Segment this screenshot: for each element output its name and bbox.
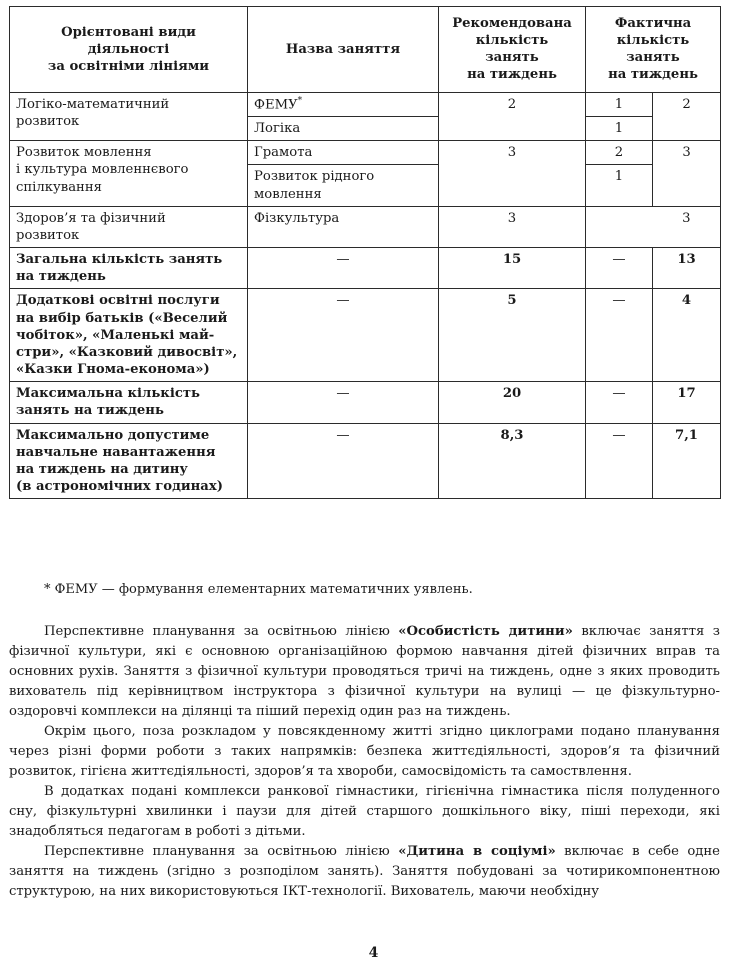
max-actual-sub: —: [586, 382, 653, 423]
paragraph-2: Окрім цього, поза розкладом у повсякденному житті згідно циклограми подано планування через різні форми роботи з таких напрямків: безпека життєдіяльності, здоров’я та фізичний розвиток, гігієна життєдіяльності, здоров’я та хвороби, самосвідомість та самоствлення.: [9, 724, 720, 779]
table-row-health: [10, 206, 721, 247]
header-actual: Фактична кількість занять на тиждень: [586, 7, 721, 93]
header-activity: Орієнтовані види діяльності за освітніми лініями: [10, 7, 248, 93]
max-actual-total: 17: [653, 382, 721, 423]
table-row-math: [10, 92, 721, 117]
paragraph-4: Перспективне планування за освітньою лінією «Дитина в соціумі» включає в себе одне заняття на тиждень (згідно з розподілом занять). Заняття побудовані за чотирикомпонентною структурою, на них використовуються ІКТ-технології. Вихователь, маючи необхідну: [9, 844, 720, 899]
health-lesson: Фізкультура: [248, 206, 439, 247]
math-recommended: 2: [439, 92, 586, 141]
health-actual-total: 3: [653, 206, 721, 247]
header-lesson: Назва заняття: [248, 7, 439, 93]
speech-activity: Розвиток мовлення і культура мовленнєвого спілкування: [10, 141, 248, 206]
speech-lesson-2: Розвиток рідного мовлення: [248, 165, 439, 206]
speech-actual-2: 1: [586, 165, 653, 206]
max-load-actual-total: 7,1: [653, 423, 721, 499]
max-recommended: 20: [439, 382, 586, 423]
extra-lesson: —: [248, 289, 439, 382]
table-row-max: [10, 382, 721, 423]
total-actual-total: 13: [653, 248, 721, 289]
body-text: [9, 622, 720, 902]
math-actual-2: 1: [586, 117, 653, 141]
total-actual-sub: —: [586, 248, 653, 289]
health-activity: Здоров’я та фізичний розвиток: [10, 206, 248, 247]
max-activity: Максимальна кількість занять на тиждень: [10, 382, 248, 423]
extra-actual-sub: —: [586, 289, 653, 382]
table-header-row: [10, 7, 721, 93]
extra-activity: Додаткові освітні послуги на вибір батьків («Веселий чобіток», «Маленькі май- стри», «Казковий дивосвіт», «Казки Гнома-економа»): [10, 289, 248, 382]
max-load-recommended: 8,3: [439, 423, 586, 499]
header-recommended: Рекомендована кількість занять на тиждень: [439, 7, 586, 93]
math-actual-total: 2: [653, 92, 721, 141]
health-recommended: 3: [439, 206, 586, 247]
table-row-max-load: [10, 423, 721, 499]
schedule-table: [9, 6, 721, 499]
extra-recommended: 5: [439, 289, 586, 382]
page-number: 4: [368, 945, 379, 961]
paragraph-1: Перспективне планування за освітньою лінією «Особистість дитини» включає заняття з фізичної культури, які є основною організаційною формою навчання дітей фізичних вправ та основних рухів. Заняття з фізичної культури проводяться тричі на тиждень, одне з яких проводить вихователь під керівництвом інструктора з фізичної культури на вулиці — це фізкультурно-оздоровчі комплекси на ділянці та піший перехід один раз на тиждень.: [9, 624, 720, 719]
table-row-extra: [10, 289, 721, 382]
health-actual-sub: [586, 206, 653, 247]
math-lesson-2: Логіка: [248, 117, 439, 141]
math-lesson-1: ФЕМУ*: [248, 92, 439, 117]
max-lesson: —: [248, 382, 439, 423]
max-load-activity: Максимально допустиме навчальне навантаження на тиждень на дитину (в астрономічних годинах): [10, 423, 248, 499]
table-row-total: [10, 248, 721, 289]
total-lesson: —: [248, 248, 439, 289]
extra-actual-total: 4: [653, 289, 721, 382]
speech-actual-total: 3: [653, 141, 721, 206]
speech-actual-1: 2: [586, 141, 653, 165]
total-activity: Загальна кількість занять на тиждень: [10, 248, 248, 289]
footnote: * ФЕМУ — формування елементарних математичних уявлень.: [44, 582, 473, 597]
math-actual-1: 1: [586, 92, 653, 117]
math-activity: Логіко-математичний розвиток: [10, 92, 248, 141]
table-row-speech: [10, 141, 721, 165]
max-load-lesson: —: [248, 423, 439, 499]
speech-recommended: 3: [439, 141, 586, 206]
total-recommended: 15: [439, 248, 586, 289]
max-load-actual-sub: —: [586, 423, 653, 499]
speech-lesson-1: Грамота: [248, 141, 439, 165]
paragraph-3: В додатках подані комплекси ранкової гімнастики, гігієнічна гімнастика після полуденного сну, фізкультурні хвилинки і паузи для дітей старшого дошкільного віку, піші переходи, які знадобляться педагогам в роботі з дітьми.: [9, 784, 720, 839]
